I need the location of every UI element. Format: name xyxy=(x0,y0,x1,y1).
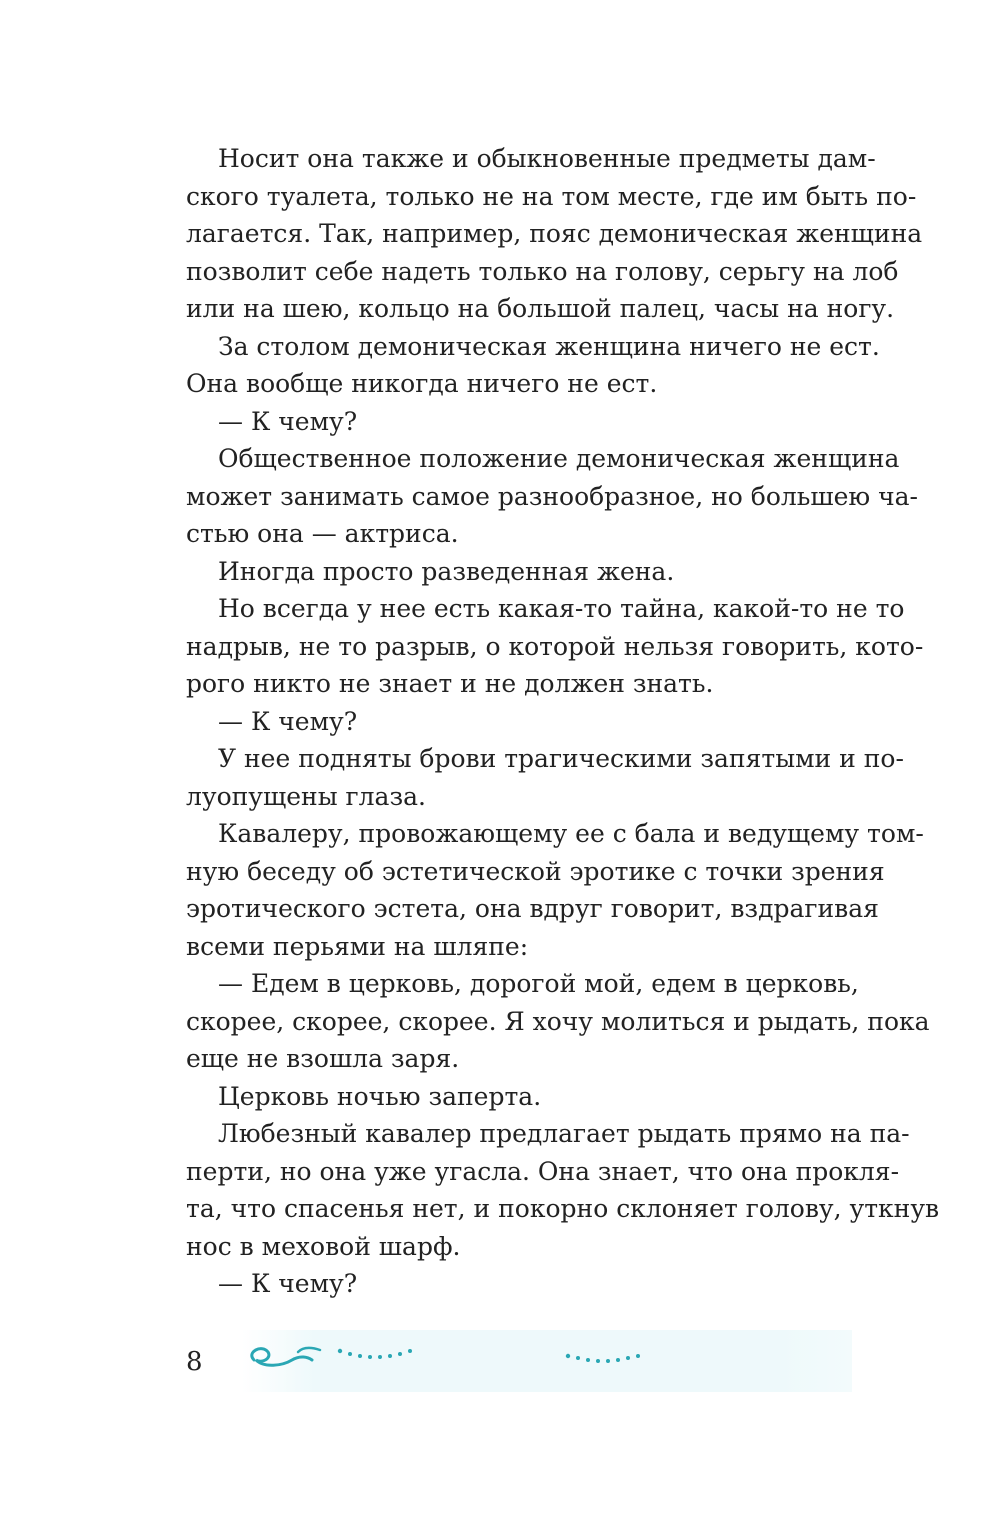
text-line: Иногда просто разведенная жена. xyxy=(218,556,675,586)
text-line: ского туалета, только не на том месте, где им быть по- xyxy=(186,181,917,211)
text-line: За столом демоническая женщина ничего не ест. xyxy=(218,331,880,361)
text-line: луопущены глаза. xyxy=(186,781,426,811)
text-line: перти, но она уже угасла. Она знает, что она прокля- xyxy=(186,1156,900,1186)
text-line: рого никто не знает и не должен знать. xyxy=(186,669,714,698)
text-line: Кавалеру, провожающему ее с бала и ведущему том- xyxy=(218,819,924,848)
text-line: позволит себе надеть только на голову, серьгу на лоб xyxy=(186,256,899,286)
text-line: лагается. Так, например, пояс демоническая женщина xyxy=(186,219,923,248)
page-number: 8 xyxy=(186,1347,203,1377)
text-line: Церковь ночью заперта. xyxy=(218,1081,542,1111)
decorative-ornament-band xyxy=(242,1330,852,1392)
text-line: Носит она также и обыкновенные предметы дам- xyxy=(218,144,876,173)
text-line: ную беседу об эстетической эротике с точки зрения xyxy=(186,856,885,886)
swirl-ornament-icon xyxy=(242,1330,852,1392)
text-line: — К чему? xyxy=(218,706,358,736)
text-line: У нее подняты брови трагическими запятыми и по- xyxy=(218,744,904,773)
text-line: или на шею, кольцо на большой палец, часы на ногу. xyxy=(186,294,895,323)
text-line: стью она — актриса. xyxy=(186,519,459,548)
text-line: Она вообще никогда ничего не ест. xyxy=(186,369,658,398)
text-line: надрыв, не то разрыв, о которой нельзя говорить, кото- xyxy=(186,631,924,661)
text-line: та, что спасенья нет, и покорно склоняет голову, уткнув xyxy=(186,1194,940,1223)
body-text xyxy=(186,140,940,1303)
text-line: Любезный кавалер предлагает рыдать прямо на па- xyxy=(218,1119,910,1148)
text-line: нос в меховой шарф. xyxy=(186,1231,461,1261)
text-line: — К чему? xyxy=(218,1269,358,1298)
text-line: — К чему? xyxy=(218,406,358,436)
text-line: Общественное положение демоническая женщина xyxy=(218,444,900,473)
text-line: скорее, скорее, скорее. Я хочу молиться и рыдать, пока xyxy=(186,1006,930,1036)
text-line: эротического эстета, она вдруг говорит, вздрагивая xyxy=(186,894,879,923)
text-line: Но всегда у нее есть какая-то тайна, какой-то не то xyxy=(218,594,905,623)
text-line: всеми перьями на шляпе: xyxy=(186,931,529,961)
text-line: еще не взошла заря. xyxy=(186,1044,460,1073)
page-footer xyxy=(186,1330,852,1392)
text-line: может занимать самое разнообразное, но большею ча- xyxy=(186,481,919,511)
text-line: — Едем в церковь, дорогой мой, едем в церковь, xyxy=(218,969,859,998)
